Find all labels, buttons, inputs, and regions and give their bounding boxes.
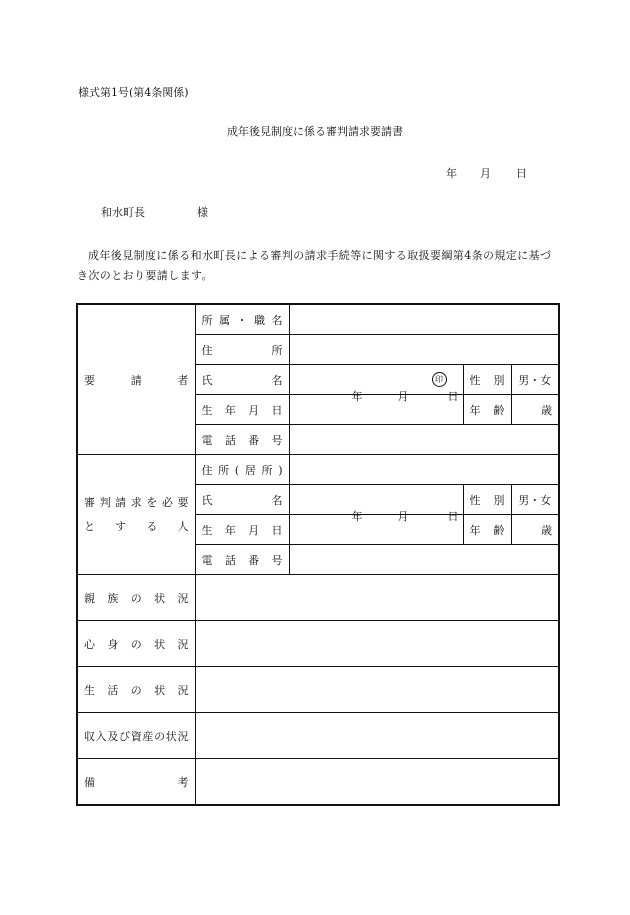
income-assets-row — [77, 713, 559, 759]
remarks-row — [77, 759, 559, 806]
subject-sex-label: 性別 — [463, 485, 511, 515]
address-label: 住所 — [195, 335, 289, 365]
affiliation-field[interactable] — [289, 304, 559, 335]
mind-body-field[interactable] — [195, 621, 559, 667]
intro-text: 成年後見制度に係る和水町長による審判の請求手続等に関する取扱要綱第4条の規定に基づき次のとおり要請します。 — [77, 249, 552, 282]
relatives-field[interactable] — [195, 575, 559, 621]
date-day: 日 — [516, 167, 527, 180]
subject-group-label: 審判請求を必要 とする人 — [77, 455, 195, 575]
name-label: 氏名 — [195, 365, 289, 395]
income-assets-label: 収入及び資産の状況 — [77, 713, 195, 759]
subject-birthdate-label: 生年月日 — [195, 515, 289, 545]
remarks-label: 備考 — [77, 759, 195, 806]
document-title: 成年後見制度に係る審判請求要請書 — [227, 125, 403, 138]
subject-age-label: 年齢 — [463, 515, 511, 545]
mind-body-row — [77, 621, 559, 667]
relatives-row — [77, 575, 559, 621]
sex-label: 性別 — [463, 365, 511, 395]
affiliation-label: 所属・職名 — [195, 304, 289, 335]
subject-name-field[interactable] — [289, 485, 463, 515]
phone-label: 電話番号 — [195, 425, 289, 455]
addressee-name: 和水町長 — [101, 206, 145, 219]
requester-affiliation-row — [77, 304, 559, 335]
subject-birth-month-unit: 月 — [397, 510, 409, 523]
birth-day-unit: 日 — [447, 390, 459, 403]
form-number: 様式第1号(第4条関係) — [78, 86, 189, 99]
life-row — [77, 667, 559, 713]
subject-sex-field[interactable]: 男・女 — [511, 485, 559, 515]
requester-group-label: 要請者 — [77, 304, 195, 455]
subject-address-row — [77, 455, 559, 485]
subject-age-field[interactable]: 歳 — [511, 515, 559, 545]
mind-body-label: 心身の状況 — [77, 621, 195, 667]
subject-name-label: 氏名 — [195, 485, 289, 515]
birthdate-label: 生年月日 — [195, 395, 289, 425]
life-field[interactable] — [195, 667, 559, 713]
birthdate-field[interactable] — [289, 390, 463, 425]
subject-birth-year-unit: 年 — [351, 510, 363, 523]
relatives-label: 親族の状況 — [77, 575, 195, 621]
income-assets-field[interactable] — [195, 713, 559, 759]
phone-field[interactable] — [289, 425, 559, 455]
name-field[interactable] — [289, 365, 463, 395]
subject-birth-day-unit: 日 — [447, 510, 459, 523]
sex-field[interactable]: 男・女 — [511, 365, 559, 395]
subject-phone-label: 電話番号 — [195, 545, 289, 575]
seal-icon: 印 — [432, 372, 447, 387]
subject-phone-field[interactable] — [289, 545, 559, 575]
subject-address-label: 住所(居所) — [195, 455, 289, 485]
subject-address-field[interactable] — [289, 455, 559, 485]
subject-birthdate-field[interactable] — [289, 510, 463, 545]
age-label: 年齢 — [463, 395, 511, 425]
remarks-field[interactable] — [195, 759, 559, 806]
address-field[interactable] — [289, 335, 559, 365]
date-year: 年 — [446, 167, 457, 180]
birth-month-unit: 月 — [397, 390, 409, 403]
birth-year-unit: 年 — [351, 390, 363, 403]
age-field[interactable]: 歳 — [511, 395, 559, 425]
addressee — [101, 204, 208, 220]
addressee-honorific: 様 — [197, 206, 208, 219]
request-form-table — [76, 303, 560, 806]
date-month: 月 — [480, 167, 491, 180]
life-label: 生活の状況 — [77, 667, 195, 713]
